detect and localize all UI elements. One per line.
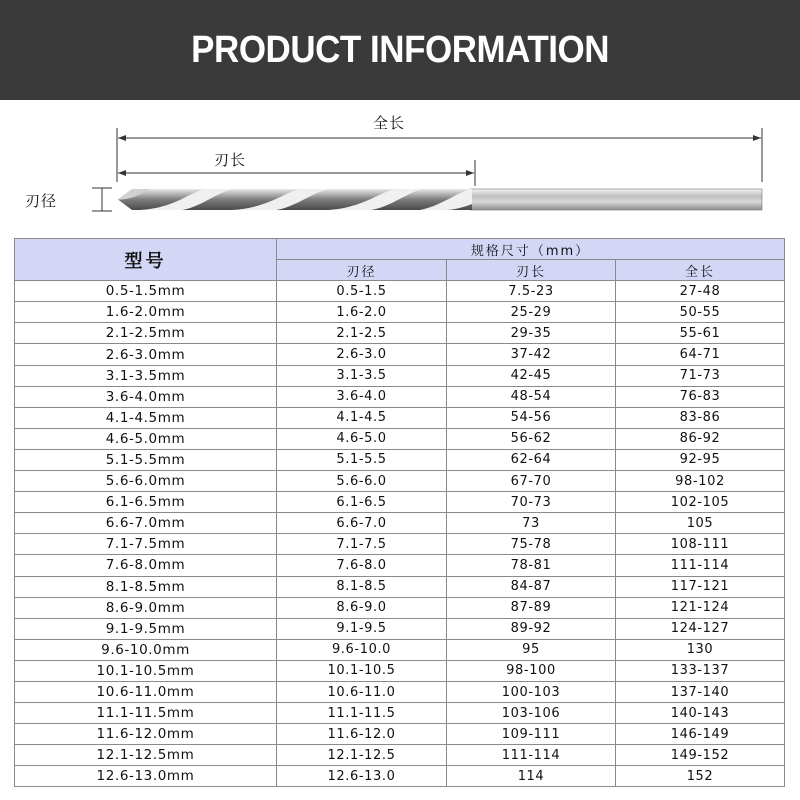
diameter-cell: 2.1-2.5 (277, 323, 447, 344)
table-row (15, 471, 785, 492)
table-row (15, 302, 785, 323)
model-cell: 12.1-12.5mm (15, 745, 277, 766)
diameter-dimension (92, 188, 112, 211)
flute-length-cell: 111-114 (447, 745, 616, 766)
flute-length-cell: 67-70 (447, 471, 616, 492)
model-cell: 2.6-3.0mm (15, 344, 277, 365)
model-cell: 0.5-1.5mm (15, 281, 277, 302)
diameter-cell: 4.1-4.5 (277, 407, 447, 428)
overall-length-label: 全长 (373, 114, 406, 132)
overall-length-cell: 102-105 (616, 492, 785, 513)
flute-length-cell: 54-56 (447, 407, 616, 428)
overall-length-cell: 71-73 (616, 365, 785, 386)
table-row (15, 660, 785, 681)
flute-length-label: 刃长 (214, 151, 247, 169)
model-cell: 7.6-8.0mm (15, 555, 277, 576)
overall-length-cell: 76-83 (616, 386, 785, 407)
model-cell: 8.1-8.5mm (15, 576, 277, 597)
table-row (15, 407, 785, 428)
flute-length-cell: 37-42 (447, 344, 616, 365)
diameter-cell: 8.1-8.5 (277, 576, 447, 597)
flute-length-cell: 78-81 (447, 555, 616, 576)
flute-length-cell: 100-103 (447, 681, 616, 702)
size-header: 规格尺寸（mm） (277, 239, 785, 260)
overall-length-cell: 50-55 (616, 302, 785, 323)
table-row (15, 534, 785, 555)
flute-length-cell: 84-87 (447, 576, 616, 597)
flute-length-cell: 95 (447, 639, 616, 660)
model-cell: 11.1-11.5mm (15, 703, 277, 724)
model-cell: 3.6-4.0mm (15, 386, 277, 407)
diameter-cell: 11.6-12.0 (277, 724, 447, 745)
drill-dimension-diagram (0, 100, 800, 235)
flute-length-cell: 73 (447, 513, 616, 534)
diameter-cell: 6.6-7.0 (277, 513, 447, 534)
flute-length-cell: 62-64 (447, 449, 616, 470)
overall-length-cell: 133-137 (616, 660, 785, 681)
table-row (15, 323, 785, 344)
overall-length-cell: 124-127 (616, 618, 785, 639)
flute-length-cell: 48-54 (447, 386, 616, 407)
model-cell: 2.1-2.5mm (15, 323, 277, 344)
flute-length-cell: 56-62 (447, 428, 616, 449)
model-cell: 10.1-10.5mm (15, 660, 277, 681)
table-row (15, 386, 785, 407)
overall-length-cell: 121-124 (616, 597, 785, 618)
flute-length-cell: 7.5-23 (447, 281, 616, 302)
table-row (15, 513, 785, 534)
model-cell: 6.6-7.0mm (15, 513, 277, 534)
overall-length-cell: 152 (616, 766, 785, 787)
overall-length-cell: 108-111 (616, 534, 785, 555)
table-row (15, 724, 785, 745)
diameter-cell: 11.1-11.5 (277, 703, 447, 724)
diameter-cell: 3.6-4.0 (277, 386, 447, 407)
flute-length-cell: 89-92 (447, 618, 616, 639)
flute-length-cell: 103-106 (447, 703, 616, 724)
page-title: PRODUCT INFORMATION (191, 28, 609, 71)
flute-length-cell: 75-78 (447, 534, 616, 555)
diameter-cell: 2.6-3.0 (277, 344, 447, 365)
table-row (15, 449, 785, 470)
model-cell: 5.6-6.0mm (15, 471, 277, 492)
table-row (15, 576, 785, 597)
model-cell: 7.1-7.5mm (15, 534, 277, 555)
model-cell: 10.6-11.0mm (15, 681, 277, 702)
flute-length-cell: 70-73 (447, 492, 616, 513)
model-cell: 8.6-9.0mm (15, 597, 277, 618)
overall-length-cell: 117-121 (616, 576, 785, 597)
table-row (15, 365, 785, 386)
table-row (15, 618, 785, 639)
model-cell: 4.6-5.0mm (15, 428, 277, 449)
overall-length-cell: 64-71 (616, 344, 785, 365)
overall-length-cell: 86-92 (616, 428, 785, 449)
diameter-cell: 5.1-5.5 (277, 449, 447, 470)
diameter-cell: 12.1-12.5 (277, 745, 447, 766)
model-cell: 1.6-2.0mm (15, 302, 277, 323)
model-cell: 4.1-4.5mm (15, 407, 277, 428)
flute-length-cell: 87-89 (447, 597, 616, 618)
overall-length-cell: 149-152 (616, 745, 785, 766)
diameter-cell: 4.6-5.0 (277, 428, 447, 449)
overall-length-cell: 111-114 (616, 555, 785, 576)
diameter-cell: 7.6-8.0 (277, 555, 447, 576)
flute-length-cell: 114 (447, 766, 616, 787)
table-header-row (15, 239, 785, 260)
table-row (15, 344, 785, 365)
overall-length-cell: 92-95 (616, 449, 785, 470)
table-body (15, 281, 785, 787)
flute-length-column-header: 刃长 (447, 260, 616, 281)
diameter-cell: 0.5-1.5 (277, 281, 447, 302)
model-cell: 5.1-5.5mm (15, 449, 277, 470)
diameter-cell: 1.6-2.0 (277, 302, 447, 323)
table-row (15, 555, 785, 576)
flute-length-cell: 29-35 (447, 323, 616, 344)
overall-length-cell: 55-61 (616, 323, 785, 344)
table-row (15, 703, 785, 724)
overall-length-cell: 105 (616, 513, 785, 534)
model-header: 型号 (15, 239, 277, 281)
table-row (15, 428, 785, 449)
overall-length-column-header: 全长 (616, 260, 785, 281)
overall-length-cell: 98-102 (616, 471, 785, 492)
flute-length-cell: 42-45 (447, 365, 616, 386)
overall-length-cell: 140-143 (616, 703, 785, 724)
diameter-cell: 9.1-9.5 (277, 618, 447, 639)
diameter-column-header: 刃径 (277, 260, 447, 281)
flute-length-cell: 109-111 (447, 724, 616, 745)
table-row (15, 492, 785, 513)
table-row (15, 766, 785, 787)
specification-table (14, 238, 785, 787)
overall-length-cell: 137-140 (616, 681, 785, 702)
table-row (15, 745, 785, 766)
model-cell: 3.1-3.5mm (15, 365, 277, 386)
model-cell: 11.6-12.0mm (15, 724, 277, 745)
diameter-cell: 10.1-10.5 (277, 660, 447, 681)
table-row (15, 597, 785, 618)
overall-length-cell: 146-149 (616, 724, 785, 745)
model-cell: 9.1-9.5mm (15, 618, 277, 639)
diameter-cell: 10.6-11.0 (277, 681, 447, 702)
diameter-cell: 6.1-6.5 (277, 492, 447, 513)
flute-length-cell: 98-100 (447, 660, 616, 681)
diameter-cell: 3.1-3.5 (277, 365, 447, 386)
model-cell: 6.1-6.5mm (15, 492, 277, 513)
diameter-cell: 9.6-10.0 (277, 639, 447, 660)
overall-length-cell: 130 (616, 639, 785, 660)
drill-bit (118, 189, 762, 210)
overall-length-cell: 83-86 (616, 407, 785, 428)
diameter-cell: 12.6-13.0 (277, 766, 447, 787)
flute-length-cell: 25-29 (447, 302, 616, 323)
model-cell: 9.6-10.0mm (15, 639, 277, 660)
diameter-cell: 8.6-9.0 (277, 597, 447, 618)
diameter-cell: 7.1-7.5 (277, 534, 447, 555)
diameter-cell: 5.6-6.0 (277, 471, 447, 492)
diameter-label: 刃径 (25, 192, 58, 210)
table-row (15, 281, 785, 302)
table-row (15, 681, 785, 702)
banner (0, 0, 800, 100)
model-cell: 12.6-13.0mm (15, 766, 277, 787)
table-row (15, 639, 785, 660)
flute-length-dimension (118, 160, 475, 186)
overall-length-cell: 27-48 (616, 281, 785, 302)
